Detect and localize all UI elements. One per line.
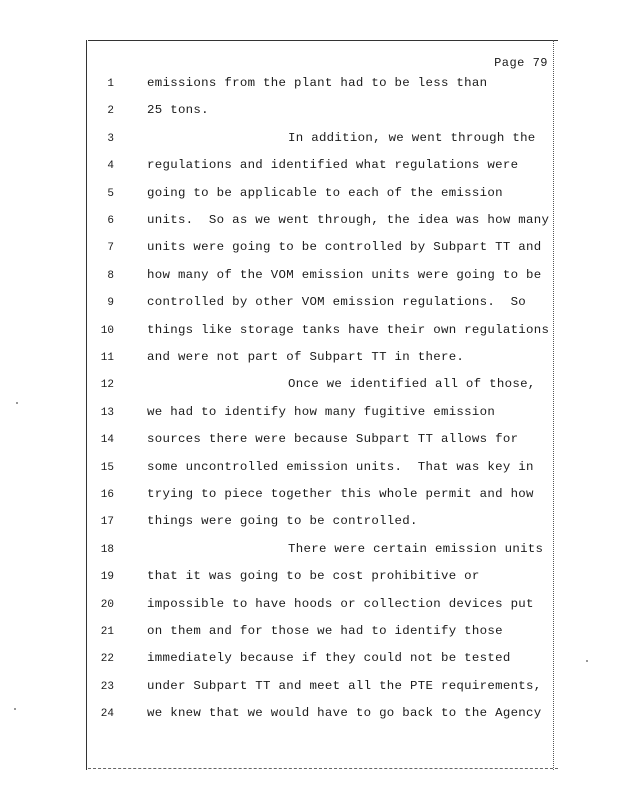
line-number: 6	[107, 215, 114, 227]
transcript-line	[0, 597, 618, 617]
line-number: 12	[100, 379, 114, 392]
line-text: sources there were because Subpart TT allows for	[147, 432, 519, 447]
line-text: controlled by other VOM emission regulations. So	[147, 295, 527, 310]
line-text: on them and for those we had to identify those	[147, 624, 503, 638]
transcript-line	[0, 542, 618, 562]
line-text: In addition, we went through the	[288, 130, 536, 145]
line-text: immediately because if they could not be tested	[147, 651, 511, 666]
line-text: we knew that we would have to go back to the Agency	[147, 706, 542, 721]
line-text: Once we identified all of those,	[288, 377, 536, 392]
transcript-line	[0, 103, 618, 123]
transcript-line	[0, 76, 618, 96]
transcript-line	[0, 268, 618, 288]
transcript-line	[0, 624, 618, 644]
line-number: 22	[100, 653, 114, 666]
top-border	[88, 40, 558, 41]
line-number: 2	[107, 105, 114, 118]
bottom-border	[88, 768, 558, 769]
transcript-line	[0, 460, 618, 480]
line-number: 17	[100, 516, 114, 529]
line-number: 18	[100, 543, 114, 556]
line-number: 7	[107, 242, 114, 255]
transcript-line	[0, 350, 618, 370]
transcript-line	[0, 323, 618, 343]
line-text: things like storage tanks have their own regulations	[147, 322, 550, 337]
transcript-line	[0, 158, 618, 178]
line-number: 1	[107, 78, 114, 90]
scan-speck	[14, 708, 16, 710]
line-number: 24	[100, 708, 114, 721]
transcript-line	[0, 679, 618, 699]
line-number: 4	[107, 160, 114, 173]
line-text: emissions from the plant had to be less than	[147, 76, 488, 90]
line-number: 3	[107, 132, 114, 145]
line-text: under Subpart TT and meet all the PTE requirements,	[147, 678, 542, 693]
line-text: we had to identify how many fugitive emission	[147, 404, 496, 419]
line-number: 16	[100, 489, 114, 501]
line-number: 21	[100, 626, 114, 638]
transcript-line	[0, 514, 618, 534]
transcript-line	[0, 377, 618, 397]
line-number: 15	[100, 461, 114, 474]
transcript-line	[0, 240, 618, 260]
line-number: 19	[100, 571, 114, 584]
transcript-line	[0, 295, 618, 315]
line-text: things were going to be controlled.	[147, 514, 418, 529]
line-number: 11	[100, 352, 114, 364]
scan-speck	[16, 402, 18, 404]
scan-speck	[586, 660, 588, 662]
transcript-line	[0, 569, 618, 589]
line-text: trying to piece together this whole permit and how	[147, 487, 534, 501]
page-number: Page 79	[494, 56, 548, 70]
transcript-line	[0, 213, 618, 233]
transcript-line	[0, 487, 618, 507]
line-number: 14	[100, 434, 114, 447]
line-text: going to be applicable to each of the emission	[147, 185, 503, 200]
line-text: some uncontrolled emission units. That was key in	[147, 459, 534, 474]
line-text: and were not part of Subpart TT in there.	[147, 350, 465, 364]
line-text: units were going to be controlled by Subpart TT and	[147, 240, 542, 255]
line-number: 8	[107, 269, 114, 282]
line-number: 23	[100, 680, 114, 693]
line-number: 20	[100, 598, 114, 611]
line-text: regulations and identified what regulations were	[147, 158, 519, 173]
line-text: how many of the VOM emission units were going to be	[147, 267, 542, 282]
transcript-line	[0, 186, 618, 206]
line-text: units. So as we went through, the idea was how many	[147, 213, 550, 227]
line-number: 9	[107, 297, 114, 310]
line-text: There were certain emission units	[288, 541, 544, 556]
transcript-line	[0, 706, 618, 726]
line-text: that it was going to be cost prohibitive or	[147, 569, 480, 584]
line-text: impossible to have hoods or collection devices put	[147, 596, 534, 611]
transcript-line	[0, 651, 618, 671]
line-text: 25 tons.	[147, 103, 209, 118]
transcript-line	[0, 405, 618, 425]
line-number: 10	[100, 324, 114, 337]
line-number: 5	[107, 187, 114, 200]
line-number: 13	[100, 406, 114, 419]
transcript-line	[0, 131, 618, 151]
transcript-line	[0, 432, 618, 452]
